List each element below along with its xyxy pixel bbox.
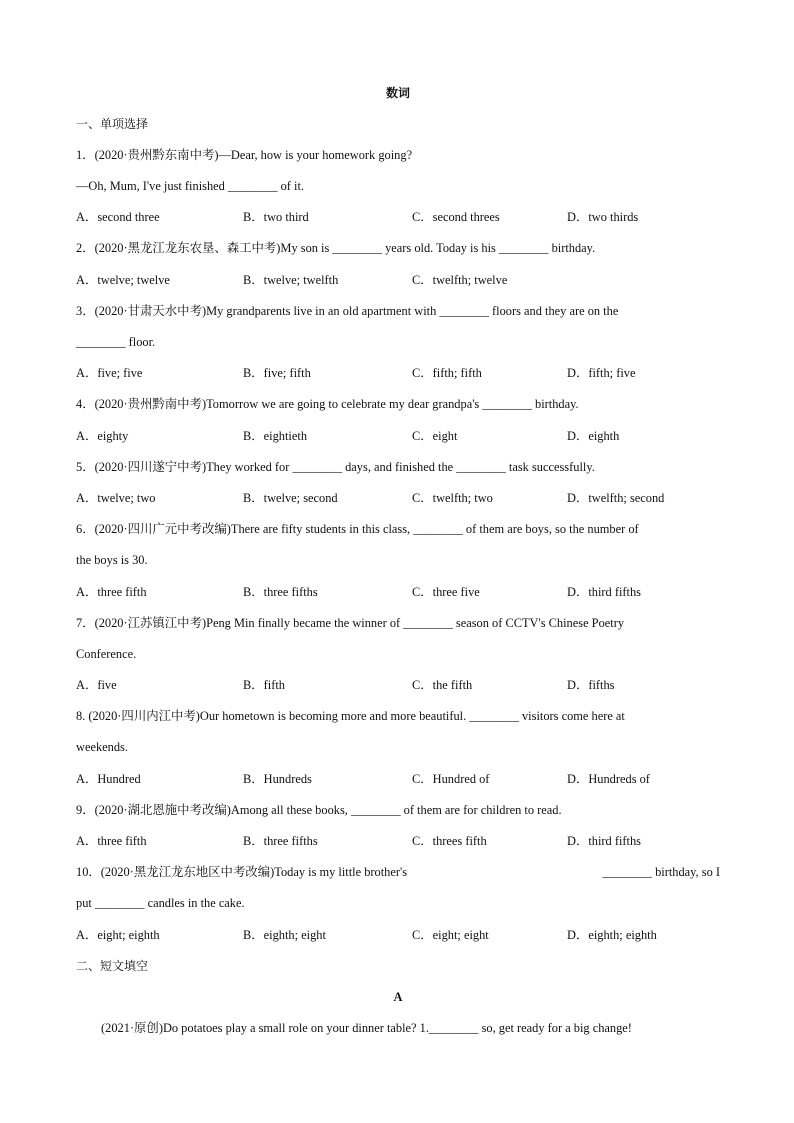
option-c[interactable]: C．second threes xyxy=(412,210,500,224)
section-heading-single-choice: 一、单项选择 xyxy=(76,117,149,131)
option-a[interactable]: A．eight; eighth xyxy=(76,928,160,942)
section-heading-passage-fill: 二、短文填空 xyxy=(76,959,149,973)
option-c[interactable]: C．three five xyxy=(412,585,480,599)
question-10-stem-right: ________ birthday, so I xyxy=(602,865,720,879)
option-b[interactable]: B．three fifths xyxy=(243,834,318,848)
question-2-stem: 2．(2020·黑龙江龙东农垦、森工中考)My son is ________ years old. Today is his ________ birthday. xyxy=(76,241,596,255)
question-6-stem: 6．(2020·四川广元中考改编)There are fifty students in this class, ________ of them are boys, so the number of xyxy=(76,522,639,536)
question-10-options xyxy=(76,927,720,943)
question-3-options xyxy=(76,365,720,381)
option-a[interactable]: A．five xyxy=(76,678,117,692)
question-5-options xyxy=(76,490,720,506)
option-a[interactable]: A．twelve; twelve xyxy=(76,273,170,287)
option-b[interactable]: B．eightieth xyxy=(243,429,308,443)
option-d[interactable]: D．Hundreds of xyxy=(567,772,650,786)
passage-first-line: (2021·原创)Do potatoes play a small role on your dinner table? 1.________ so, get ready for a big change! xyxy=(101,1021,632,1035)
question-4-options xyxy=(76,428,720,444)
question-7-stem-continued: Conference. xyxy=(76,647,137,661)
question-1-stem-continued: —Oh, Mum, I've just finished ________ of it. xyxy=(76,179,305,193)
option-c[interactable]: C．fifth; fifth xyxy=(412,366,482,380)
question-6-options xyxy=(76,584,720,600)
question-8-stem-continued: weekends. xyxy=(76,740,128,754)
question-3-stem: 3．(2020·甘肃天水中考)My grandparents live in an old apartment with ________ floors and they are on the xyxy=(76,304,619,318)
option-d[interactable]: D．eighth xyxy=(567,429,620,443)
option-a[interactable]: A．three fifth xyxy=(76,834,147,848)
option-d[interactable]: D．fifth; five xyxy=(567,366,636,380)
question-7-options xyxy=(76,677,720,693)
option-d[interactable]: D．third fifths xyxy=(567,834,641,848)
option-c[interactable]: C．twelfth; two xyxy=(412,491,493,505)
option-b[interactable]: B．fifth xyxy=(243,678,285,692)
option-c[interactable]: C．eight; eight xyxy=(412,928,489,942)
option-a[interactable]: A．eighty xyxy=(76,429,129,443)
question-8-options xyxy=(76,771,720,787)
question-7-stem: 7．(2020·江苏镇江中考)Peng Min finally became the winner of ________ season of CCTV's Chinese Poetry xyxy=(76,616,625,630)
option-b[interactable]: B．eighth; eight xyxy=(243,928,326,942)
question-4-stem: 4．(2020·贵州黔南中考)Tomorrow we are going to celebrate my dear grandpa's ________ birthday. xyxy=(76,397,579,411)
question-10-stem-continued: put ________ candles in the cake. xyxy=(76,896,245,910)
option-a[interactable]: A．Hundred xyxy=(76,772,141,786)
option-b[interactable]: B．three fifths xyxy=(243,585,318,599)
option-c[interactable]: C．Hundred of xyxy=(412,772,490,786)
question-10-stem xyxy=(76,864,720,880)
option-d[interactable]: D．eighth; eighth xyxy=(567,928,657,942)
option-b[interactable]: B．twelve; twelfth xyxy=(243,273,339,287)
option-b[interactable]: B．Hundreds xyxy=(243,772,312,786)
option-a[interactable]: A．twelve; two xyxy=(76,491,156,505)
question-1-options xyxy=(76,209,720,225)
option-a[interactable]: A．second three xyxy=(76,210,160,224)
question-5-stem: 5．(2020·四川遂宁中考)They worked for ________ days, and finished the ________ task successfully. xyxy=(76,460,595,474)
question-3-stem-continued: ________ floor. xyxy=(76,335,156,349)
option-d[interactable]: D．twelfth; second xyxy=(567,491,665,505)
option-b[interactable]: B．twelve; second xyxy=(243,491,338,505)
passage-label: A xyxy=(393,990,403,1004)
option-c[interactable]: C．the fifth xyxy=(412,678,473,692)
question-9-stem: 9．(2020·湖北恩施中考改编)Among all these books, ________ of them are for children to read. xyxy=(76,803,562,817)
question-8-stem: 8. (2020·四川内江中考)Our hometown is becoming more and more beautiful. ________ visitors come here at xyxy=(76,709,625,723)
question-6-stem-continued: the boys is 30. xyxy=(76,553,148,567)
option-b[interactable]: B．five; fifth xyxy=(243,366,311,380)
page-title: 数词 xyxy=(385,86,410,100)
option-d[interactable]: D．third fifths xyxy=(567,585,641,599)
option-d[interactable]: D．fifths xyxy=(567,678,615,692)
question-10-stem-left: 10．(2020·黑龙江龙东地区中考改编)Today is my little brother's xyxy=(76,865,408,879)
option-c[interactable]: C．eight xyxy=(412,429,458,443)
option-c[interactable]: C．twelfth; twelve xyxy=(412,273,508,287)
option-b[interactable]: B．two third xyxy=(243,210,309,224)
option-a[interactable]: A．five; five xyxy=(76,366,143,380)
option-c[interactable]: C．threes fifth xyxy=(412,834,487,848)
question-1-stem: 1．(2020·贵州黔东南中考)—Dear, how is your homework going? xyxy=(76,148,413,162)
question-9-options xyxy=(76,833,720,849)
option-d[interactable]: D．two thirds xyxy=(567,210,639,224)
option-a[interactable]: A．three fifth xyxy=(76,585,147,599)
question-2-options xyxy=(76,272,720,288)
